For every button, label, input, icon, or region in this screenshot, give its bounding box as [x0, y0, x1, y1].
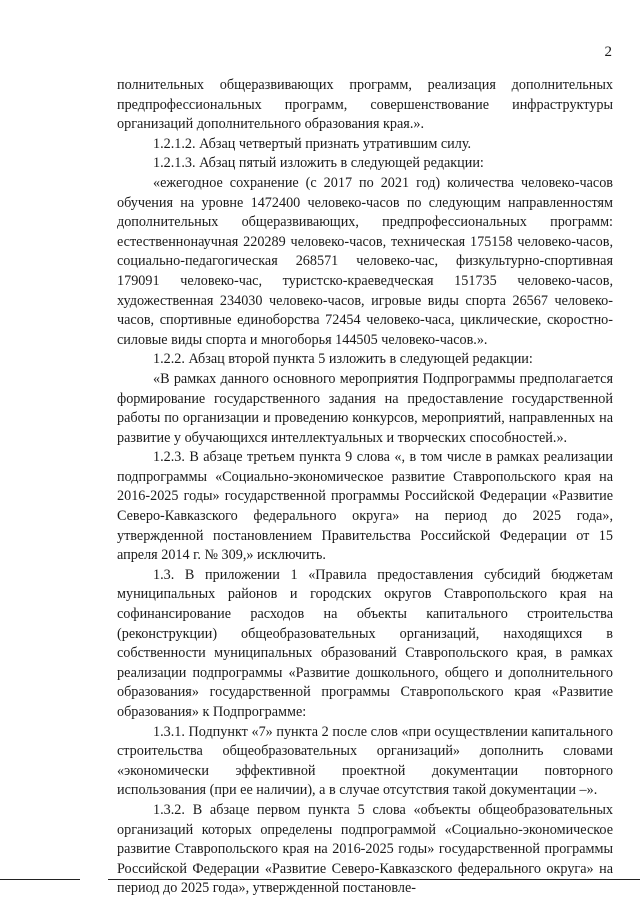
paragraph-1-2-3: 1.2.3. В абзаце третьем пункта 9 слова «, в том числе в рамках реализации подпрограммы «Социально-экономическое развитие Ставропольского края на 2016-2025 годы» государственной программы Российской Федерации «Развитие Северо-Кавказского федерального округа» на период до 2025 года», утвержденной постановлением Правительства Российской Федерации от 15 апреля 2014 г. № 309,» исключить.	[117, 449, 613, 564]
paragraph-1-3-1: 1.3.1. Подпункт «7» пункта 2 после слов «при осуществлении капитального строительства общеобразовательных организаций» дополнить словами «экономически эффективной проектной документации повторного использования (при ее наличии), а в случае отсутствия такой документации –».	[117, 723, 613, 799]
page-number: 2	[604, 44, 612, 60]
footer-divider-right	[108, 879, 640, 880]
paragraph-1-3-2: 1.3.2. В абзаце первом пункта 5 слова «объекты общеобразовательных организаций которых определены подпрограммой «Социально-экономическое развитие Ставропольского края на 2016-2025 годы» государственной программы Российской Федерации «Развитие Северо-Кавказского федерального округа» на период до 2025 года», утвержденной постановле-	[117, 801, 613, 897]
paragraph-1-2-2: 1.2.2. Абзац второй пункта 5 изложить в следующей редакции:	[153, 351, 533, 368]
paragraph-1-3: 1.3. В приложении 1 «Правила предоставления субсидий бюджетам муниципальных районов и городских округов Ставропольского края на софинансирование расходов на объекты капитального строительства (реконструкции) общеобразовательных организаций, находящихся в собственности муниципальных образований Ставропольского края, в рамках реализации подпрограммы «Развитие дошкольного, общего и дополнительного образования» государственной программы Ставропольского края «Развитие образования» к Подпрограмме:	[117, 566, 613, 720]
paragraph-1-2-1-3: 1.2.1.3. Абзац пятый изложить в следующей редакции:	[153, 155, 484, 172]
paragraph-quoted-subprogram: «В рамках данного основного мероприятия Подпрограммы предполагается формирование государственного задания на предоставление государственной работы по организации и проведению конкурсов, мероприятий, направленных на развитие у обучающихся интеллектуальных и творческих способностей.».	[117, 370, 613, 446]
document-body	[117, 76, 613, 899]
paragraph-quoted-hours: «ежегодное сохранение (с 2017 по 2021 год) количества человеко-часов обучения на уровне 1472400 человеко-часов по следующим направленностям дополнительных общеразвивающих, предпрофессиональных программ: естественнонаучная 220289 человеко-часов, техническая 175158 человеко-часов, социально-педагогическая 268571 человеко-час, физкультурно-спортивная 179091 человеко-час, туристско-краеведческая 151735 человеко-часов, художественная 234030 человеко-часов, игровые виды спорта 26567 человеко-часов, спортивные единоборства 72454 человеко-часа, циклические, скоростно-силовые виды спорта и многоборья 144505 человеко-часов.».	[117, 174, 613, 348]
paragraph-continuation: полнительных общеразвивающих программ, реализация дополнительных предпрофессиональных программ, совершенствование инфраструктуры организаций дополнительного образования края.».	[117, 77, 613, 133]
paragraph-1-2-1-2: 1.2.1.2. Абзац четвертый признать утратившим силу.	[153, 135, 472, 152]
footer-divider-left	[0, 879, 80, 880]
